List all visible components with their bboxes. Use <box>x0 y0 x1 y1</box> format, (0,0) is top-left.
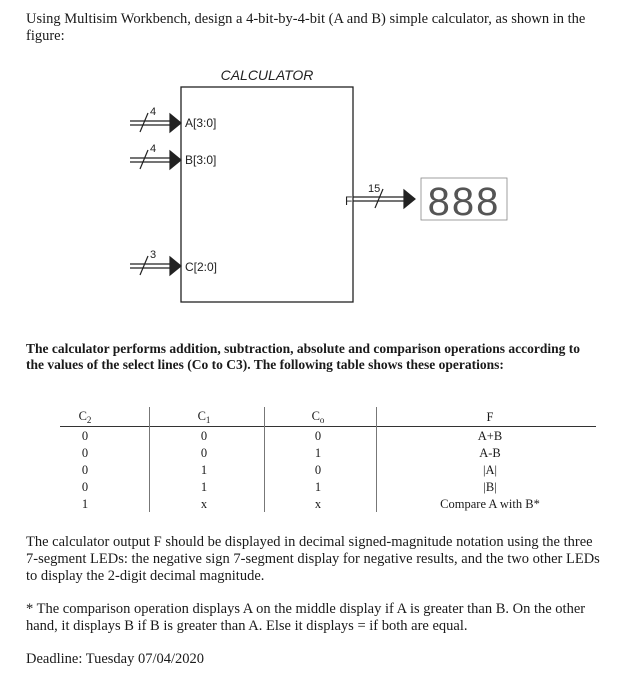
table-cell: |A| <box>482 463 498 477</box>
input-a-width: 4 <box>150 106 157 118</box>
input-b-label: B[3:0] <box>185 153 217 167</box>
table-cell: A-B <box>479 446 501 460</box>
input-c-label: C[2:0] <box>185 260 218 274</box>
table-cell: 0 <box>81 463 89 477</box>
deadline: Deadline: Tuesday 07/04/2020 <box>26 651 205 667</box>
intro-paragraph: Using Multisim Workbench, design a 4-bit-by-4-bit (A and B) simple calculator, as shown in the figure: <box>26 11 586 44</box>
table-cell: 1 <box>200 480 208 494</box>
table-cell: 0 <box>81 480 89 494</box>
table-cell: x <box>200 497 208 511</box>
header-c2: $C_2$ <box>78 409 92 425</box>
header-c1: $C_1$ <box>197 409 211 425</box>
table-cell: A+B <box>477 429 503 443</box>
output-f-width: 15 <box>368 183 381 195</box>
comparison-footnote: * The comparison operation displays A on the middle display if A is greater than B. On the other hand, it displays B if B is greater than A. Else it displays = if both are equal. <box>26 601 586 634</box>
header-rule <box>60 426 596 427</box>
table-cell: 1 <box>314 446 322 460</box>
table-cell: 1 <box>314 480 322 494</box>
col-separator-1 <box>149 407 150 512</box>
header-c0: $C_o$ <box>311 409 325 425</box>
input-b-width: 4 <box>150 143 157 155</box>
seven-segment-digits: 888 <box>427 180 501 224</box>
table-cell: 0 <box>200 446 208 460</box>
table-cell: 0 <box>314 463 322 477</box>
input-a-label: A[3:0] <box>185 116 217 130</box>
col-separator-2 <box>264 407 265 512</box>
table-cell: 1 <box>81 497 89 511</box>
operations-description: The calculator performs addition, subtraction, absolute and comparison operations according to the values of the select lines (Co to C3). The following table shows these operations: <box>26 341 581 372</box>
table-cell: 0 <box>200 429 208 443</box>
table-cell: Compare A with B* <box>440 497 540 511</box>
table-cell: |B| <box>483 480 497 494</box>
output-note: The calculator output F should be displayed in decimal signed-magnitude notation using the three 7-segment LEDs: the negative sign 7-segment display for negative results, and the two other LEDs to display the 2-digit decimal magnitude. <box>26 534 600 584</box>
calculator-title: CALCULATOR <box>220 67 314 83</box>
table-cell: x <box>314 497 322 511</box>
output-f-label: F <box>345 194 353 208</box>
col-separator-3 <box>376 407 377 512</box>
input-c-width: 3 <box>150 249 157 261</box>
table-cell: 0 <box>314 429 322 443</box>
header-f: F <box>486 410 494 424</box>
table-cell: 0 <box>81 429 89 443</box>
table-cell: 0 <box>81 446 89 460</box>
table-cell: 1 <box>200 463 208 477</box>
